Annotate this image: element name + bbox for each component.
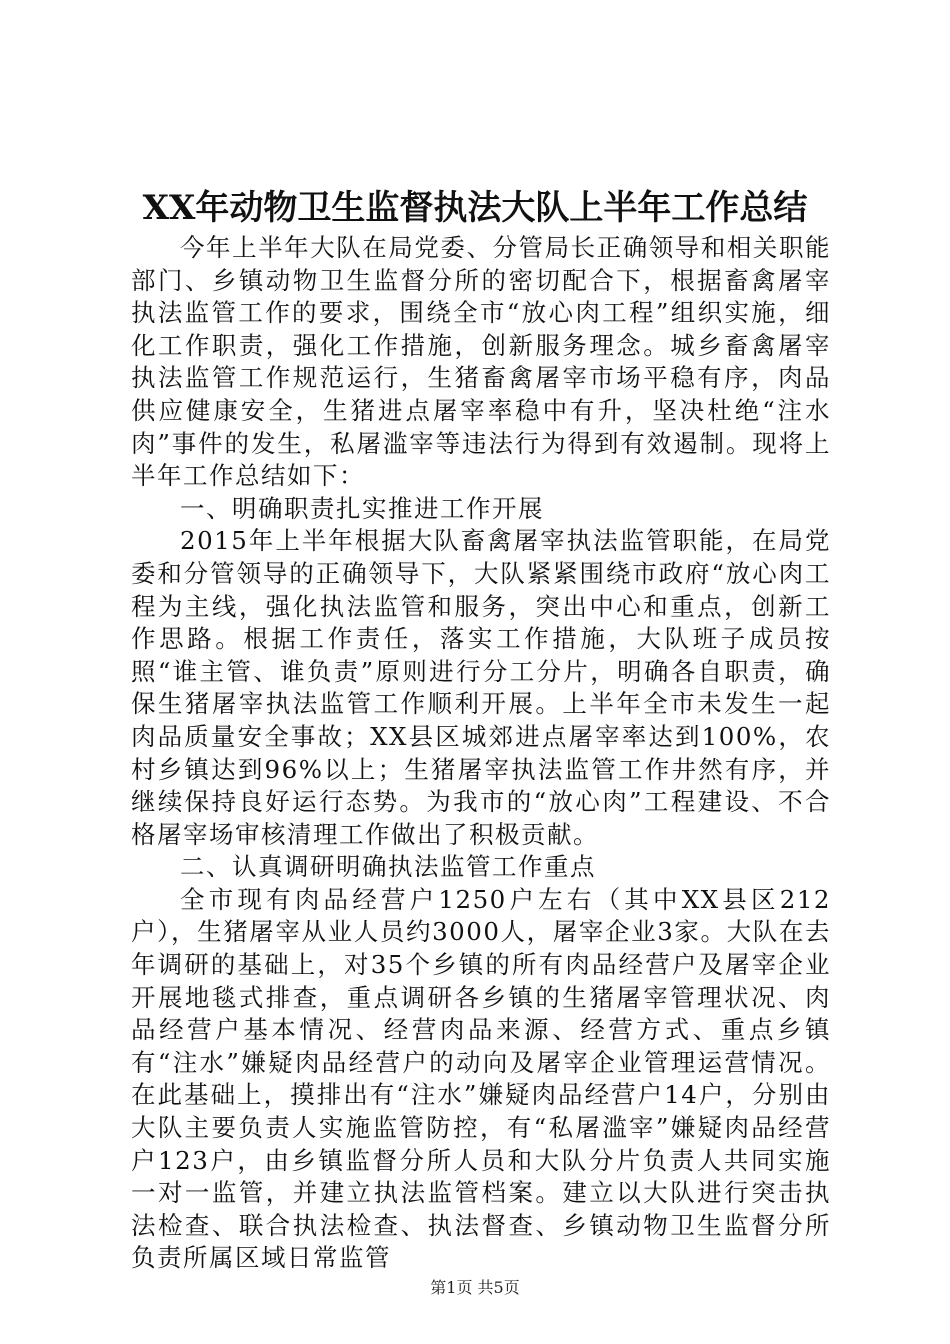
section-heading-1: 一、明确职责扎实推进工作开展	[180, 493, 544, 523]
document-title: XX年动物卫生监督执法大队上半年工作总结	[142, 188, 808, 228]
section-heading-2: 二、认真调研明确执法监管工作重点	[180, 852, 596, 882]
section-1-paragraph: 2015年上半年根据大队畜禽屠宰执法监管职能，在局党委和分管领导的正确领导下，大队紧紧围绕市政府“放心肉工程为主线，强化执法监管和服务，突出中心和重点，创新工作思路。根据工作责任，落实工作措施，大队班子成员按照“谁主管、谁负责”原则进行分工分片，明确各自职责，确保生猪屠宰执法监管工作顺利开展。上半年全市未发生一起肉品质量安全事故；XX县区城郊进点屠宰率达到100%，农村乡镇达到96%以上；生猪屠宰执法监管工作井然有序，并继续保持良好运行态势。为我市的“放心肉”工程建设、不合格屠宰场审核清理工作做出了积极贡献。	[131, 526, 831, 849]
section-2-paragraph: 全市现有肉品经营户1250户左右（其中XX县区212户），生猪屠宰从业人员约3000人，屠宰企业3家。大队在去年调研的基础上，对35个乡镇的所有肉品经营户及屠宰企业开展地毯式排查，重点调研各乡镇的生猪屠宰管理状况、肉品经营户基本情况、经营肉品来源、经营方式、重点乡镇有“注水”嫌疑肉品经营户的动向及屠宰企业管理运营情况。在此基础上，摸排出有“注水”嫌疑肉品经营户14户，分别由大队主要负责人实施监管防控，有“私屠滥宰”嫌疑肉品经营户123户，由乡镇监督分所人员和大队分片负责人共同实施一对一监管，并建立执法监管档案。建立以大队进行突击执法检查、联合执法检查、执法督查、乡镇动物卫生监督分所负责所属区域日常监管	[131, 884, 831, 1273]
page-footer: 第1页 共5页	[430, 1278, 520, 1297]
intro-paragraph: 今年上半年大队在局党委、分管局长正确领导和相关职能部门、乡镇动物卫生监督分所的密切配合下，根据畜禽屠宰执法监管工作的要求，围绕全市“放心肉工程”组织实施，细化工作职责，强化工作措施，创新服务理念。城乡畜禽屠宰执法监管工作规范运行，生猪畜禽屠宰市场平稳有序，肉品供应健康安全，生猪进点屠宰率稳中有升，坚决杜绝“注水肉”事件的发生，私屠滥宰等违法行为得到有效遏制。现将上半年工作总结如下：	[131, 233, 831, 491]
document-body	[131, 232, 831, 1275]
